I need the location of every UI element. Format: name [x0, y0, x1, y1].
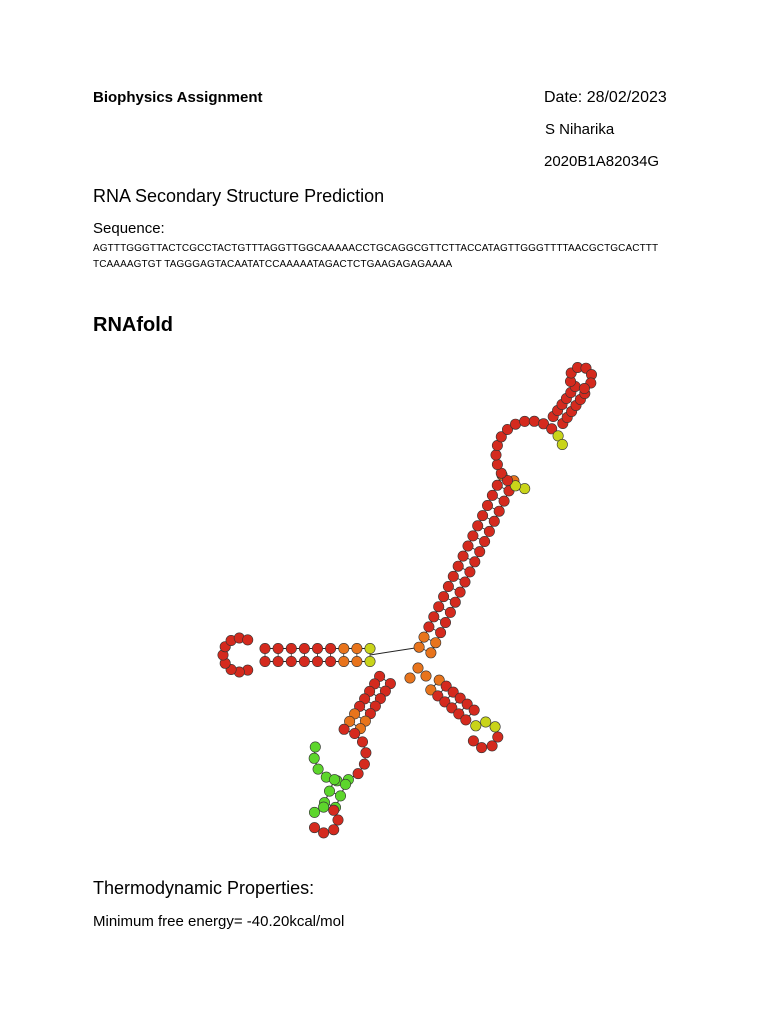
nucleotide-node	[273, 656, 283, 666]
student-id: 2020B1A82034G	[544, 153, 660, 170]
nucleotide-node	[481, 717, 491, 727]
author-name: S Niharika	[545, 121, 615, 138]
nucleotide-node	[365, 656, 375, 666]
nucleotide-node	[473, 521, 483, 531]
nucleotide-node	[309, 753, 319, 763]
nucleotide-node	[463, 541, 473, 551]
nucleotide-node	[458, 551, 468, 561]
nucleotide-node	[489, 516, 499, 526]
nucleotide-node	[493, 732, 503, 742]
backbone-link	[370, 648, 415, 655]
nucleotide-node	[243, 635, 253, 645]
nucleotide-node	[350, 728, 360, 738]
sequence-label: Sequence:	[93, 220, 165, 237]
sequence-line-2: TCAAAAGTGT TAGGGAGTACAATATCCAAAAATAGACTCTGAAGAGAGAAAA	[93, 259, 453, 270]
nucleotide-node	[353, 768, 363, 778]
nucleotide-node	[312, 643, 322, 653]
nucleotide-node	[440, 617, 450, 627]
nucleotide-node	[445, 607, 455, 617]
sequence-line-1: AGTTTGGGTTACTCGCCTACTGTTTAGGTTGGCAAAAACCTGCAGGCGTTCTTACCATAGTTGGGTTTTAACGCTGCACTTT	[93, 243, 659, 254]
nucleotide-node	[335, 791, 345, 801]
nucleotide-node	[325, 643, 335, 653]
nucleotide-node	[318, 828, 328, 838]
nucleotide-node	[490, 722, 500, 732]
nucleotide-node	[461, 715, 471, 725]
nucleotide-node	[453, 561, 463, 571]
nucleotide-node	[471, 721, 481, 731]
nucleotide-node	[405, 673, 415, 683]
nucleotide-node	[520, 416, 530, 426]
nucleotide-node	[431, 638, 441, 648]
nucleotide-node	[419, 632, 429, 642]
nucleotide-node	[310, 742, 320, 752]
nucleotide-node	[286, 643, 296, 653]
nucleotide-node	[340, 779, 350, 789]
assignment-title: Biophysics Assignment	[93, 89, 263, 106]
nucleotide-node	[352, 656, 362, 666]
nucleotide-node	[510, 419, 520, 429]
nucleotide-node	[435, 627, 445, 637]
nucleotide-node	[329, 774, 339, 784]
nucleotide-node	[484, 526, 494, 536]
section-heading: RNA Secondary Structure Prediction	[93, 186, 385, 206]
nucleotide-node	[414, 642, 424, 652]
nucleotide-node	[492, 459, 502, 469]
nucleotide-node	[455, 587, 465, 597]
nucleotide-node	[413, 663, 423, 673]
nucleotide-node	[424, 622, 434, 632]
nucleotide-node	[318, 802, 328, 812]
nucleotide-node	[309, 807, 319, 817]
nucleotide-node	[421, 671, 431, 681]
nucleotide-node	[438, 591, 448, 601]
nucleotide-node	[339, 656, 349, 666]
nucleotide-node	[477, 510, 487, 520]
nucleotide-node	[324, 786, 334, 796]
nucleotide-node	[312, 656, 322, 666]
nucleotide-node	[492, 480, 502, 490]
nucleotide-node	[426, 648, 436, 658]
nucleotide-node	[494, 506, 504, 516]
nucleotide-node	[579, 383, 589, 393]
nucleotide-node	[487, 490, 497, 500]
nucleotide-node	[443, 581, 453, 591]
nucleotide-node	[448, 571, 458, 581]
nucleotide-node	[468, 736, 478, 746]
nucleotide-node	[361, 748, 371, 758]
nucleotide-node	[333, 815, 343, 825]
nucleotide-node	[475, 546, 485, 556]
nucleotide-node	[487, 741, 497, 751]
nucleotide-node	[450, 597, 460, 607]
nucleotide-node	[460, 577, 470, 587]
nucleotide-node	[468, 531, 478, 541]
rna-structure-figure	[200, 350, 620, 840]
nucleotide-node	[529, 416, 539, 426]
nucleotide-node	[357, 737, 367, 747]
nucleotide-node	[286, 656, 296, 666]
nucleotide-node	[329, 825, 339, 835]
nucleotide-node	[273, 643, 283, 653]
nucleotide-node	[429, 612, 439, 622]
nucleotide-node	[339, 643, 349, 653]
nucleotide-node	[482, 500, 492, 510]
nucleotide-node	[469, 705, 479, 715]
nucleotide-node	[325, 656, 335, 666]
nucleotide-node	[365, 643, 375, 653]
nucleotide-node	[359, 759, 369, 769]
nucleotide-node	[557, 439, 567, 449]
nucleotide-node	[465, 567, 475, 577]
nucleotide-node	[499, 496, 509, 506]
nucleotide-node	[299, 656, 309, 666]
nucleotide-node	[260, 656, 270, 666]
nucleotide-node	[491, 450, 501, 460]
nucleotide-node	[479, 536, 489, 546]
nucleotide-node	[309, 822, 319, 832]
nucleotide-node	[339, 724, 349, 734]
rnafold-heading: RNAfold	[93, 314, 173, 336]
nucleotide-node	[260, 643, 270, 653]
thermodynamic-heading: Thermodynamic Properties:	[93, 878, 315, 898]
nucleotide-node	[470, 557, 480, 567]
minimum-free-energy: Minimum free energy= -40.20kcal/mol	[93, 913, 345, 930]
nucleotide-node	[434, 602, 444, 612]
nucleotide-node	[313, 764, 323, 774]
nucleotide-node	[520, 483, 530, 493]
nucleotide-node	[329, 805, 339, 815]
nucleotide-node	[299, 643, 309, 653]
assignment-date: Date: 28/02/2023	[544, 89, 667, 106]
nucleotide-node	[352, 643, 362, 653]
